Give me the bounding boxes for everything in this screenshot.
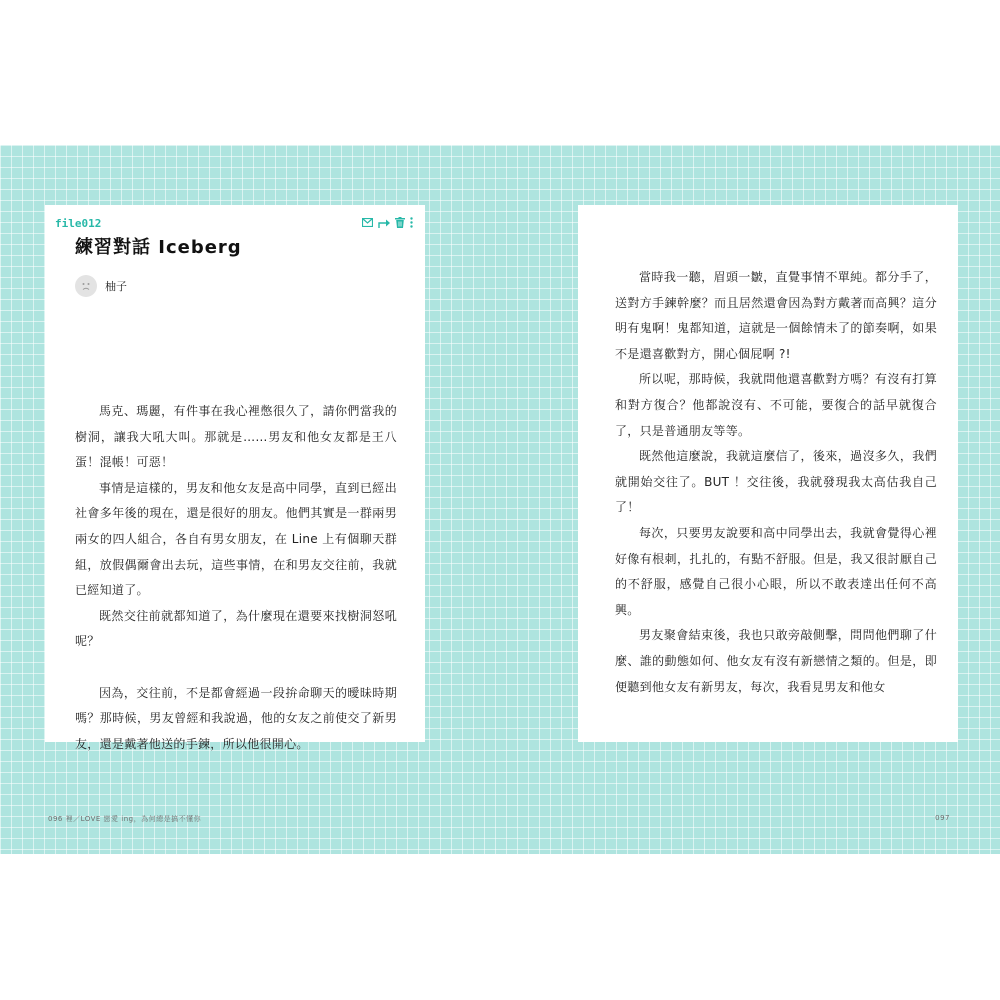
book-spread-background — [0, 145, 1000, 854]
paragraph: 當時我一聽，眉頭一皺，直覺事情不單純。都分手了，送對方手鍊幹麼？而且居然還會因為對方戴著而高興？這分明有鬼啊！鬼都知道，這就是一個餘情未了的節奏啊，如果不是還喜歡對方，開心個屁啊 ?! — [615, 270, 937, 361]
mail-icon[interactable] — [362, 218, 373, 227]
paragraph: 事情是這樣的，男友和他女友是高中同學，直到已經出社會多年後的現在，還是很好的朋友。他們其實是一群兩男兩女的四人組合，各自有男女朋友，在 Line 上有個聊天群組，放假偶爾會出去玩，這些事情，在和男友交往前，我就已經知道了。 — [75, 480, 397, 598]
paragraph: 既然他這麼說，我就這麼信了，後來，過沒多久，我們就開始交往了。BUT ！交往後，我就發現我太高估我自己了！ — [615, 449, 937, 515]
sad-face-avatar-icon — [75, 275, 97, 297]
right-body-text — [615, 265, 937, 700]
left-body-text — [75, 399, 397, 757]
paragraph: 每次，只要男友說要和高中同學出去，我就會覺得心裡好像有根刺，扎扎的，有點不舒服。但是，我又很討厭自己的不舒服，感覺自己很小心眼，所以不敢表達出任何不高興。 — [615, 525, 937, 617]
author-name: 柚子 — [105, 280, 127, 293]
paragraph: 既然交往前就都知道了，為什麼現在還要來找樹洞怒吼呢？ — [75, 608, 397, 649]
right-page-number: 097 — [935, 814, 950, 822]
more-icon[interactable] — [410, 217, 413, 228]
file-label: file012 — [55, 217, 102, 230]
right-page-card — [578, 205, 958, 742]
left-page-card — [45, 205, 425, 751]
paragraph: 馬克、瑪麗，有件事在我心裡憋很久了，請你們當我的樹洞，讓我大吼大叫。那就是……男友和他女友都是王八蛋！混帳！可惡！ — [75, 404, 397, 470]
paragraph-spacer — [75, 655, 397, 681]
trash-icon[interactable] — [395, 217, 405, 228]
paragraph: 所以呢，那時候，我就問他還喜歡對方嗎？有沒有打算和對方復合？他都說沒有、不可能，要復合的話早就復合了，只是普通朋友等等。 — [615, 372, 937, 438]
paragraph: 男友聚會結束後，我也只敢旁敲側擊，問問他們聊了什麼、誰的動態如何、他女友有沒有新戀情之類的。但是，即便聽到他女友有新男友，每次，我看見男友和他女 — [615, 628, 937, 694]
paragraph: 因為，交往前，不是都會經過一段拚命聊天的曖昧時期嗎？那時候，男友曾經和我說過，他的女友之前使交了新男友，還是戴著他送的手鍊，所以他很開心。 — [75, 685, 397, 751]
author-row — [75, 275, 127, 297]
forward-icon[interactable] — [378, 218, 390, 228]
left-page-footer: 096 裡／LOVE 戀愛 ing，為何總是搞不懂你 — [48, 815, 202, 823]
page-title: 練習對話 Iceberg — [75, 237, 242, 258]
message-toolbar — [362, 217, 413, 228]
